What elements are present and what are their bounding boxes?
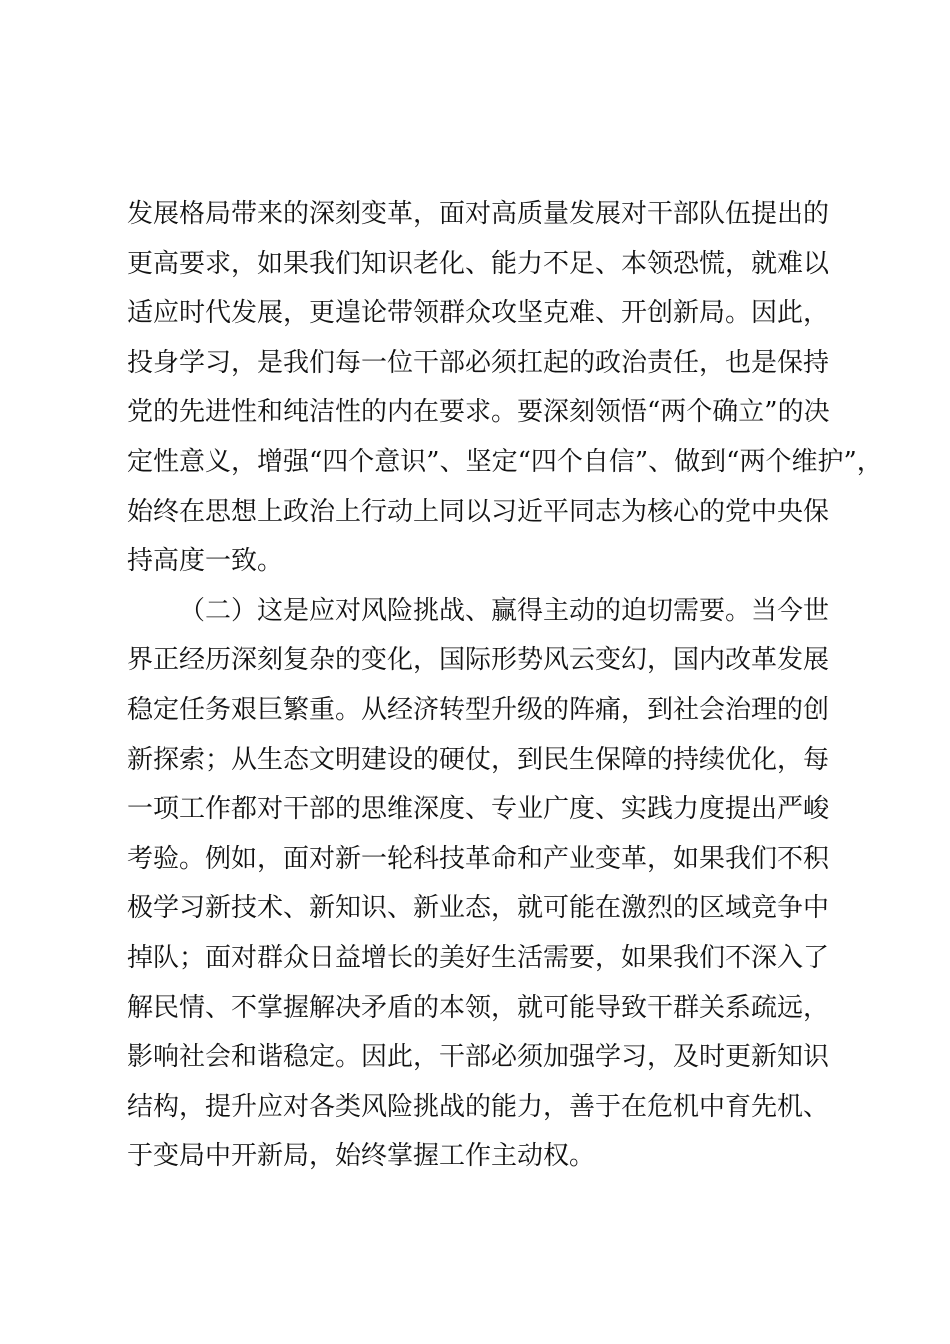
text-line: 结构，提升应对各类风险挑战的能力，善于在危机中育先机、	[127, 1091, 830, 1122]
text-line: 新探索；从生态文明建设的硬仗，到民生保障的持续优化，每	[127, 744, 830, 775]
text-line: 考验。例如，面对新一轮科技革命和产业变革，如果我们不积	[127, 843, 830, 874]
paragraph-1	[127, 190, 883, 587]
text-line-first: （二）这是应对风险挑战、赢得主动的迫切需要。当今世	[179, 595, 830, 626]
text-line: 于变局中开新局，始终掌握工作主动权。	[127, 1141, 596, 1172]
text-line: 定性意义，增强“四个意识”、坚定“四个自信”、做到“两个维护”，	[127, 446, 883, 477]
text-line: 解民情、不掌握解决矛盾的本领，就可能导致干群关系疏远，	[127, 992, 830, 1023]
text-line: 持高度一致。	[127, 546, 284, 577]
document-body	[127, 190, 883, 1182]
text-line: 投身学习，是我们每一位干部必须扛起的政治责任，也是保持	[127, 347, 830, 378]
text-line: 一项工作都对干部的思维深度、专业广度、实践力度提出严峻	[127, 794, 830, 825]
text-line: 发展格局带来的深刻变革，面对高质量发展对干部队伍提出的	[127, 199, 830, 229]
text-line: 更高要求，如果我们知识老化、能力不足、本领恐慌，就难以	[127, 248, 830, 279]
text-line: 掉队；面对群众日益增长的美好生活需要，如果我们不深入了	[127, 942, 830, 973]
text-line: 始终在思想上政治上行动上同以习近平同志为核心的党中央保	[127, 496, 830, 527]
paragraph-2	[127, 587, 830, 1182]
text-line: 稳定任务艰巨繁重。从经济转型升级的阵痛，到社会治理的创	[127, 694, 830, 725]
text-line: 适应时代发展，更遑论带领群众攻坚克难、开创新局。因此，	[127, 298, 830, 329]
text-line: 界正经历深刻复杂的变化，国际形势风云变幻，国内改革发展	[127, 645, 830, 676]
text-line: 影响社会和谐稳定。因此，干部必须加强学习，及时更新知识	[127, 1042, 830, 1073]
text-line: 极学习新技术、新知识、新业态，就可能在激烈的区域竞争中	[127, 893, 830, 924]
text-line: 党的先进性和纯洁性的内在要求。要深刻领悟“两个确立”的决	[127, 397, 830, 428]
